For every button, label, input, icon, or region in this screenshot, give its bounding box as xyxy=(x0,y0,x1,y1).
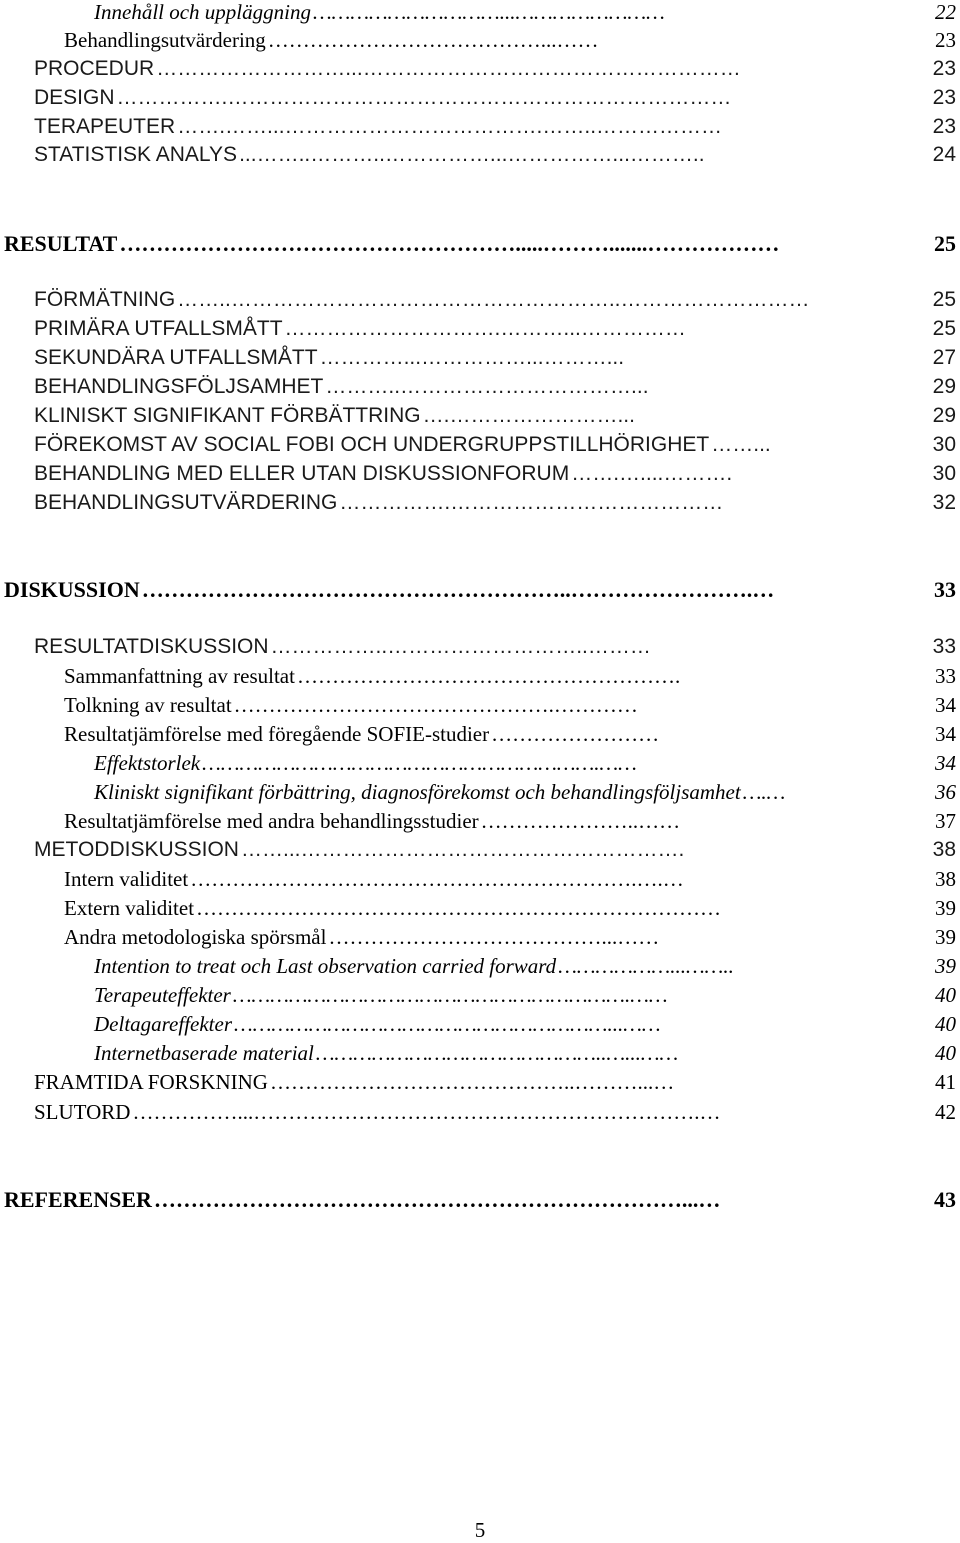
toc-entry[interactable] xyxy=(34,375,956,399)
toc-entry-leader: ………………...…….. xyxy=(558,954,734,978)
toc-entry[interactable] xyxy=(64,28,956,53)
toc-entry-title: Terapeuteffekter xyxy=(94,983,231,1007)
toc-entry-title: Tolkning av resultat xyxy=(64,693,232,717)
toc-entry-title: BEHANDLINGSFÖLJSAMHET xyxy=(34,375,324,398)
toc-entry[interactable] xyxy=(4,231,956,257)
toc-entry[interactable] xyxy=(64,722,956,747)
toc-entry-title: FRAMTIDA FORSKNING xyxy=(34,1070,268,1094)
toc-entry-leader: …………………………………...…… xyxy=(267,28,599,52)
toc-entry[interactable] xyxy=(94,751,956,776)
toc-entry-page: 43 xyxy=(934,1187,956,1212)
toc-entry-page: 25 xyxy=(932,317,956,340)
toc-entry-title: Effektstorlek xyxy=(94,751,201,775)
toc-entry-page: 41 xyxy=(935,1070,956,1094)
toc-entry-leader: ………………………………………..…...…… xyxy=(315,1041,679,1065)
toc-entry-title: Resultatjämförelse med föregående SOFIE-studier xyxy=(64,722,490,746)
toc-entry-title: Resultatjämförelse med andra behandlingsstudier xyxy=(64,809,479,833)
toc-entry[interactable] xyxy=(34,143,956,167)
toc-entry-leader: ……..………………………………………………..……………………… xyxy=(177,288,810,311)
toc-entry-title: BEHANDLINGSUTVÄRDERING xyxy=(34,491,338,514)
toc-entry-leader: ……………………………………….………… xyxy=(233,693,638,717)
toc-entry-page: 34 xyxy=(935,693,956,717)
toc-entry-leader: ……………………………………………………….…… xyxy=(232,983,668,1007)
toc-entry[interactable] xyxy=(94,780,956,805)
toc-entry-page: 42 xyxy=(935,1100,956,1124)
toc-entry-title: Innehåll och uppläggning xyxy=(94,0,311,24)
toc-entry-leader: ……………...……………………………………………………….… xyxy=(132,1100,721,1124)
toc-entry-page: 30 xyxy=(932,462,956,485)
toc-entry-page: 33 xyxy=(932,635,956,658)
toc-entry-title: BEHANDLING MED ELLER UTAN DISKUSSIONFORUM xyxy=(34,462,570,485)
toc-entry-title: Deltagareffekter xyxy=(94,1012,233,1036)
toc-entry-title: FÖREKOMST AV SOCIAL FOBI OCH UNDERGRUPPSTILLHÖRIGHET xyxy=(34,433,710,456)
toc-entry-title: REFERENSER xyxy=(4,1187,152,1212)
toc-entry-title: Behandlingsutvärdering xyxy=(64,28,266,52)
toc-entry[interactable] xyxy=(94,954,956,979)
toc-entry-title: PROCEDUR xyxy=(34,57,155,80)
toc-entry[interactable] xyxy=(34,404,956,428)
toc-entry[interactable] xyxy=(94,0,956,25)
toc-entry-leader: …………………… xyxy=(491,722,660,746)
toc-entry[interactable] xyxy=(94,1012,956,1037)
toc-entry[interactable] xyxy=(34,433,956,457)
toc-entry[interactable] xyxy=(64,809,956,834)
toc-entry-title: RESULTATDISKUSSION xyxy=(34,635,269,658)
toc-entry-page: 23 xyxy=(932,115,956,138)
toc-entry-page: 39 xyxy=(935,925,956,949)
toc-entry[interactable] xyxy=(34,346,956,370)
toc-entry-title: SLUTORD xyxy=(34,1100,131,1124)
toc-entry-page: 39 xyxy=(935,896,956,920)
toc-entry-page: 27 xyxy=(932,346,956,369)
page-number: 5 xyxy=(474,1518,486,1542)
toc-entry[interactable] xyxy=(34,838,956,862)
toc-entry-page: 34 xyxy=(935,722,956,746)
toc-entry[interactable] xyxy=(64,664,956,689)
toc-entry-leader: ………………………………………………………………… xyxy=(196,896,722,920)
toc-entry[interactable] xyxy=(34,635,956,659)
toc-entry-leader: ………………………………………………………………...… xyxy=(153,1187,721,1212)
toc-entry[interactable] xyxy=(34,491,956,515)
toc-entry[interactable] xyxy=(64,896,956,921)
toc-entry-page: 25 xyxy=(932,288,956,311)
toc-entry-title: Kliniskt signifikant förbättring, diagnosförekomst och behandlingsföljsamhet xyxy=(94,780,741,804)
toc-entry-page: 33 xyxy=(935,664,956,688)
toc-entry-leader: …………….……………………………………………………………… xyxy=(116,86,732,109)
toc-entry[interactable] xyxy=(34,288,956,312)
toc-entry-leader: ...……..………..……………...……………...……….. xyxy=(239,143,705,166)
toc-entry[interactable] xyxy=(94,1041,956,1066)
toc-entry-title: Intention to treat och Last observation carried forward xyxy=(94,954,557,978)
toc-entry-page: 23 xyxy=(932,86,956,109)
toc-entry-title: FÖRMÄTNING xyxy=(34,288,176,311)
toc-entry-page: 40 xyxy=(935,983,956,1007)
toc-entry-leader: ….……………………... xyxy=(422,404,635,427)
toc-entry-leader: ……………………………………………………...…… xyxy=(234,1012,661,1036)
toc-entry[interactable] xyxy=(94,983,956,1008)
toc-entry-title: STATISTISK ANALYS xyxy=(34,143,238,166)
toc-entry-page: 29 xyxy=(932,375,956,398)
toc-entry-title: TERAPEUTER xyxy=(34,115,176,138)
toc-entry[interactable] xyxy=(64,925,956,950)
toc-entry-page: 32 xyxy=(932,491,956,514)
toc-entry-leader: ………..……………………………... xyxy=(325,375,649,398)
toc-entry-leader: ……...………………………………………………. xyxy=(240,838,685,861)
toc-entry-leader: ……... xyxy=(711,433,771,456)
toc-entry-leader: ………………………………………………. xyxy=(296,664,681,688)
toc-entry-title: SEKUNDÄRA UTFALLSMÅTT xyxy=(34,346,318,369)
toc-entry[interactable] xyxy=(4,577,956,603)
toc-entry[interactable] xyxy=(34,86,956,110)
toc-entry-leader: ……………………………………………………….….… xyxy=(190,867,684,891)
toc-entry-leader: ……………………………………………………….…… xyxy=(202,751,637,775)
toc-entry-title: DESIGN xyxy=(34,86,115,109)
toc-entry-page: 23 xyxy=(935,28,956,52)
toc-entry-leader: ….… xyxy=(742,780,786,804)
toc-entry-leader: ……………………………………..………...… xyxy=(269,1070,675,1094)
toc-entry-leader: …………...……………...………... xyxy=(319,346,625,369)
toc-entry-title: Internetbaserade material xyxy=(94,1041,314,1065)
toc-entry-title: DISKUSSION xyxy=(4,577,140,602)
toc-entry-title: PRIMÄRA UTFALLSMÅTT xyxy=(34,317,283,340)
toc-entry-title: METODDISKUSSION xyxy=(34,838,239,861)
toc-entry-page: 40 xyxy=(935,1041,956,1065)
toc-entry-page: 23 xyxy=(932,57,956,80)
toc-entry-page: 25 xyxy=(934,231,956,256)
toc-entry-page: 39 xyxy=(935,954,956,978)
toc-entry-title: Andra metodologiska spörsmål xyxy=(64,925,327,949)
toc-entry-leader: …………………………………………………..…………………….… xyxy=(141,577,775,602)
toc-entry-leader: ……………..………………………..……… xyxy=(270,635,651,658)
toc-entry[interactable] xyxy=(34,115,956,139)
toc-entry-page: 38 xyxy=(935,867,956,891)
toc-entry-leader: …………………..…… xyxy=(480,809,681,833)
toc-entry-leader: …………………………...…………………… xyxy=(312,0,665,24)
toc-entry-leader: ………………………….………...…………… xyxy=(284,317,686,340)
toc-entry[interactable] xyxy=(4,1187,956,1213)
toc-entry-page: 33 xyxy=(934,577,956,602)
toc-entry-page: 37 xyxy=(935,809,956,833)
toc-entry-page: 34 xyxy=(935,751,956,775)
toc-entry-leader: ……………………………………………….....……….......……………… xyxy=(119,231,780,256)
toc-entry-leader: …….…....………. xyxy=(571,462,733,485)
toc-entry-page: 40 xyxy=(935,1012,956,1036)
toc-entry-page: 22 xyxy=(935,0,956,24)
toc-entry-leader: …….……...……………………………….……..……………… xyxy=(177,115,723,138)
toc-entry[interactable] xyxy=(64,693,956,718)
toc-entry[interactable] xyxy=(34,1070,956,1095)
toc-entry-page: 30 xyxy=(932,433,956,456)
toc-entry[interactable] xyxy=(34,57,956,81)
toc-entry[interactable] xyxy=(64,867,956,892)
toc-entry-title: Extern validitet xyxy=(64,896,195,920)
toc-entry-page: 29 xyxy=(932,404,956,427)
toc-entry[interactable] xyxy=(34,462,956,486)
toc-entry-title: RESULTAT xyxy=(4,231,118,256)
toc-entry-page: 38 xyxy=(932,838,956,861)
toc-entry-page: 36 xyxy=(935,780,956,804)
toc-entry-leader: ………………………...……………………………………………… xyxy=(156,57,741,80)
toc-entry[interactable] xyxy=(34,1100,956,1125)
toc-entry-title: KLINISKT SIGNIFIKANT FÖRBÄTTRING xyxy=(34,404,421,427)
toc-entry[interactable] xyxy=(34,317,956,341)
toc-entry-page: 24 xyxy=(932,143,956,166)
toc-entry-title: Sammanfattning av resultat xyxy=(64,664,295,688)
toc-entry-title: Intern validitet xyxy=(64,867,189,891)
toc-entry-leader: …………………………………...…… xyxy=(328,925,660,949)
toc-entry-leader: …………….………………………………… xyxy=(339,491,724,514)
